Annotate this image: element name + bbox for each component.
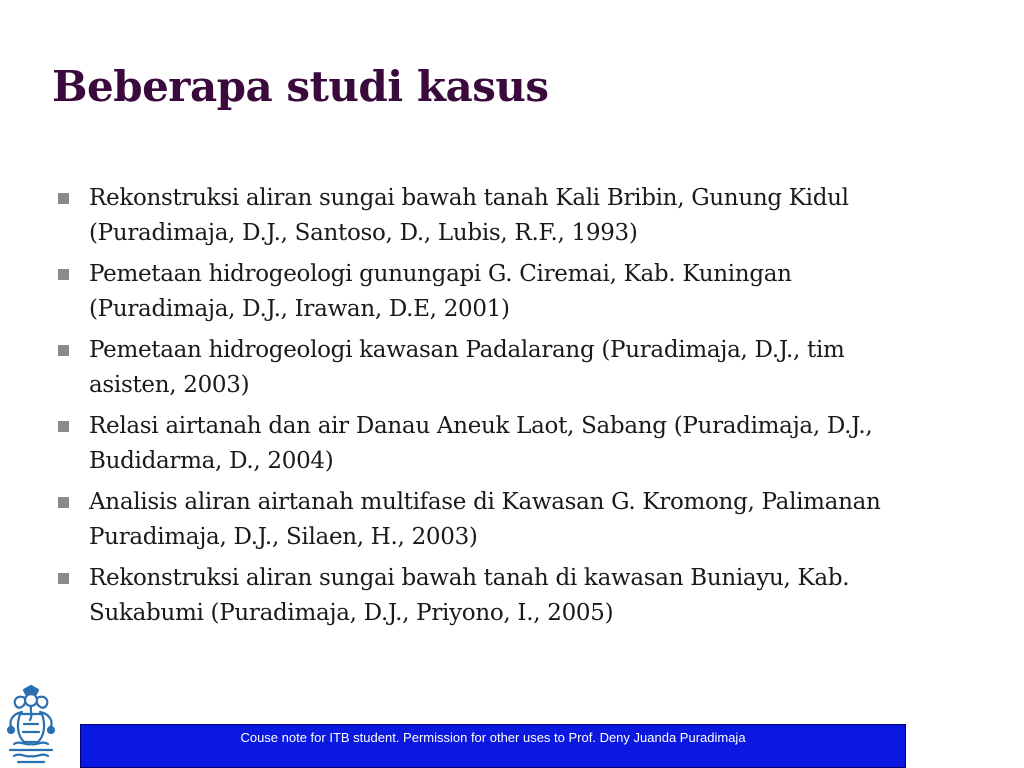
footer-bar <box>80 724 906 768</box>
bullet-line: Rekonstruksi aliran sungai bawah tanah Kali Bribin, Gunung Kidul <box>89 185 849 211</box>
bullet-line: (Puradimaja, D.J., Irawan, D.E, 2001) <box>89 296 510 322</box>
bullet-text <box>89 485 978 555</box>
bullet-text <box>89 561 978 631</box>
slide-title: Beberapa studi kasus <box>52 62 549 111</box>
bullet-line: Puradimaja, D.J., Silaen, H., 2003) <box>89 524 478 550</box>
list-item <box>58 257 978 327</box>
bullet-line: asisten, 2003) <box>89 372 250 398</box>
square-bullet-icon <box>58 421 69 432</box>
list-item <box>58 181 978 251</box>
bullet-line: Pemetaan hidrogeologi kawasan Padalarang (Puradimaja, D.J., tim <box>89 337 845 363</box>
list-item <box>58 485 978 555</box>
bullet-line: Relasi airtanah dan air Danau Aneuk Laot, Sabang (Puradimaja, D.J., <box>89 413 873 439</box>
bullet-list <box>58 181 978 637</box>
square-bullet-icon <box>58 497 69 508</box>
bullet-text <box>89 257 978 327</box>
bullet-line: Rekonstruksi aliran sungai bawah tanah di kawasan Buniayu, Kab. <box>89 565 850 591</box>
bullet-text <box>89 333 978 403</box>
bullet-line: (Puradimaja, D.J., Santoso, D., Lubis, R.F., 1993) <box>89 220 638 246</box>
square-bullet-icon <box>58 345 69 356</box>
bullet-text <box>89 409 978 479</box>
bullet-line: Sukabumi (Puradimaja, D.J., Priyono, I., 2005) <box>89 600 614 626</box>
list-item <box>58 409 978 479</box>
bullet-line: Analisis aliran airtanah multifase di Kawasan G. Kromong, Palimanan <box>89 489 881 515</box>
list-item <box>58 333 978 403</box>
bullet-text <box>89 181 978 251</box>
list-item <box>58 561 978 631</box>
square-bullet-icon <box>58 573 69 584</box>
itb-ganesha-logo-icon <box>0 684 62 768</box>
square-bullet-icon <box>58 269 69 280</box>
square-bullet-icon <box>58 193 69 204</box>
bullet-line: Pemetaan hidrogeologi gunungapi G. Ciremai, Kab. Kuningan <box>89 261 792 287</box>
footer-text: Couse note for ITB student. Permission for other uses to Prof. Deny Juanda Puradimaja <box>240 730 746 745</box>
bullet-line: Budidarma, D., 2004) <box>89 448 334 474</box>
